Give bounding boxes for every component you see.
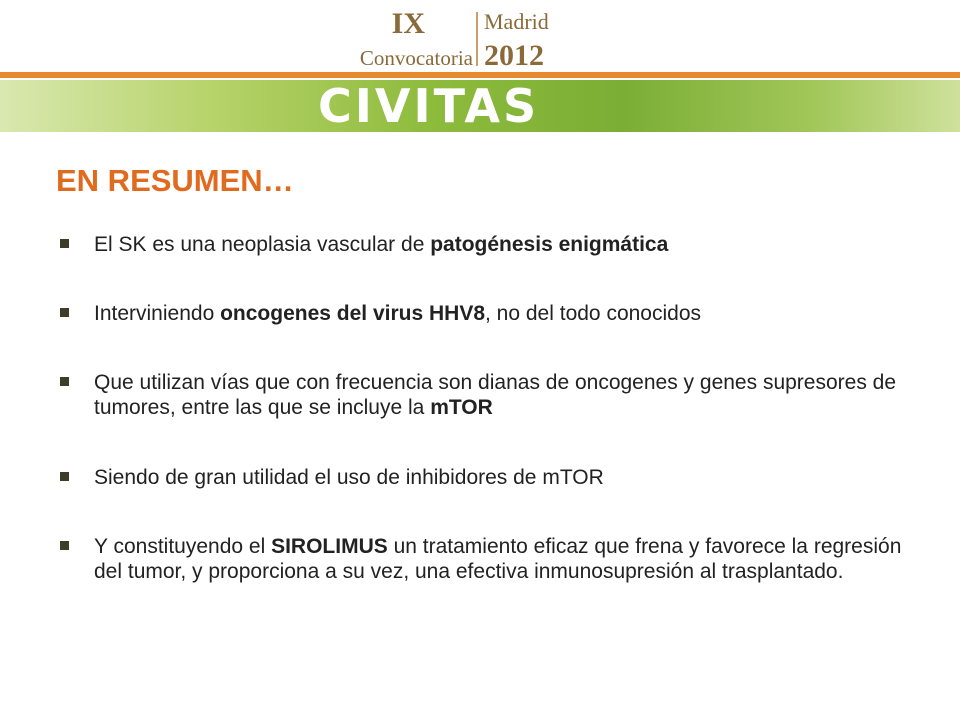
bullet-item xyxy=(58,301,918,326)
bullet-text: El SK es una neoplasia vascular de patogénesis enigmática xyxy=(94,233,669,256)
orange-stripe xyxy=(0,72,960,78)
bullet-text: Siendo de gran utilidad el uso de inhibidores de mTOR xyxy=(94,466,604,489)
square-bullet-icon xyxy=(60,308,69,317)
header-divider xyxy=(476,12,478,66)
year-label: 2012 xyxy=(484,39,544,72)
bullet-text: Y constituyendo el SIROLIMUS un tratamiento eficaz que frena y favorece la regresión del tumor, y proporciona a su vez, una efectiva inmunosupresión al trasplantado. xyxy=(94,535,902,583)
bullet-text: Que utilizan vías que con frecuencia son dianas de oncogenes y genes supresores de tumores, entre las que se incluye la mTOR xyxy=(94,371,897,419)
bullet-item xyxy=(58,534,918,584)
bullet-item xyxy=(58,232,918,257)
city-label: Madrid xyxy=(484,9,549,34)
bullet-list xyxy=(58,232,918,628)
bullet-item xyxy=(58,370,918,420)
bullet-text: Interviniendo oncogenes del virus HHV8, no del todo conocidos xyxy=(94,302,702,325)
brand-logo-text: CIVITAS xyxy=(318,79,540,133)
city-year-block xyxy=(484,10,549,72)
square-bullet-icon xyxy=(60,377,69,386)
convocatoria-label: Convocatoria xyxy=(359,46,473,70)
convocatoria-block xyxy=(355,8,473,70)
square-bullet-icon xyxy=(60,472,69,481)
convocatoria-number: IX xyxy=(391,7,425,40)
slide-header xyxy=(0,0,960,160)
square-bullet-icon xyxy=(60,239,69,248)
square-bullet-icon xyxy=(60,541,69,550)
bullet-item xyxy=(58,465,918,490)
slide-title: EN RESUMEN… xyxy=(56,163,294,198)
